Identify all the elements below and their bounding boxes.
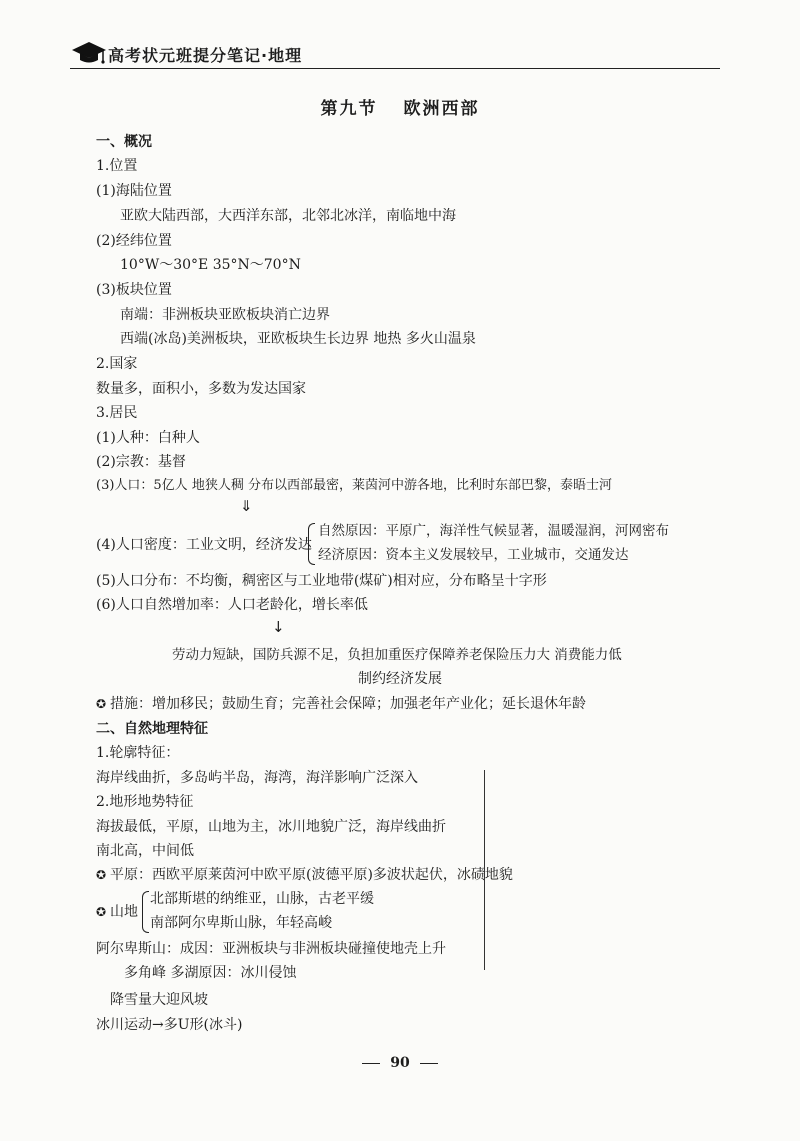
star-icon: ✪ — [96, 697, 107, 711]
text-line: 阿尔卑斯山：成因：亚洲板块与非洲板块碰撞使地壳上升 — [96, 941, 446, 957]
page-number — [0, 1055, 800, 1071]
page-number-value: 90 — [390, 1055, 410, 1071]
text-line: 措施：增加移民；鼓励生育；完善社会保障；加强老年产业化；延长退休年龄 — [110, 696, 586, 712]
text-line: 亚欧大陆西部，大西洋东部，北邻北冰洋，南临地中海 — [120, 208, 456, 224]
text-line: 降雪量大迎风坡 — [110, 992, 208, 1008]
text-line: (5)人口分布：不均衡，稠密区与工业地带(煤矿)相对应，分布略呈十字形 — [96, 573, 547, 589]
text-line: 北部斯堪的纳维亚，山脉，古老平缓 — [150, 891, 374, 907]
text-line: 2.地形地势特征 — [96, 794, 194, 810]
text-line: 山地 — [110, 904, 138, 920]
header-rule — [70, 68, 720, 69]
text-line: 南部阿尔卑斯山脉，年轻高峻 — [150, 915, 332, 931]
text-line: (2)宗教：基督 — [96, 454, 186, 470]
text-line: 南北高，中间低 — [96, 843, 194, 859]
text-line: 海拔最低，平原，山地为主，冰川地貌广泛，海岸线曲折 — [96, 819, 446, 835]
text-line: 1.位置 — [96, 158, 138, 174]
page-header — [70, 36, 720, 70]
heading-overview: 一、概况 — [96, 134, 152, 150]
graduation-cap-icon — [70, 36, 108, 66]
text-line: 制约经济发展 — [358, 671, 442, 687]
text-line: 数量多，面积小，多数为发达国家 — [96, 381, 306, 397]
heading-natural: 二、自然地理特征 — [96, 721, 208, 737]
text-line: 多角峰 多湖原因：冰川侵蚀 — [124, 965, 297, 981]
text-line: (3)板块位置 — [96, 282, 172, 298]
text-line: 2.国家 — [96, 356, 138, 372]
text-line: (6)人口自然增加率：人口老龄化，增长率低 — [96, 597, 368, 613]
text-line: (1)人种：白种人 — [96, 430, 200, 446]
section-title: 第九节 欧洲西部 — [320, 99, 480, 119]
star-icon: ✪ — [96, 868, 107, 882]
text-line: 西端(冰岛)美洲板块，亚欧板块生长边界 地热 多火山温泉 — [120, 331, 476, 347]
text-line: 10°W～30°E 35°N～70°N — [120, 257, 301, 273]
text-line: 劳动力短缺，国防兵源不足，负担加重医疗保障养老保险压力大 消费能力低 — [172, 647, 622, 663]
text-line: 经济原因：资本主义发展较早，工业城市，交通发达 — [318, 547, 629, 563]
text-line: (4)人口密度：工业文明，经济发达 — [96, 537, 312, 553]
text-line: 1.轮廓特征： — [96, 745, 180, 761]
text-line: 平原：西欧平原莱茵河中欧平原(波德平原)多波状起伏，冰碛地貌 — [110, 867, 513, 883]
down-arrow-icon: ↓ — [272, 618, 285, 636]
text-line: 3.居民 — [96, 405, 138, 421]
brace — [142, 891, 149, 933]
text-line: 海岸线曲折，多岛屿半岛，海湾，海洋影响广泛深入 — [96, 770, 418, 786]
text-line: (1)海陆位置 — [96, 183, 172, 199]
margin-rule — [484, 770, 485, 970]
brace — [308, 523, 315, 565]
text-line: (2)经纬位置 — [96, 233, 172, 249]
down-arrow-icon: ⇓ — [240, 497, 253, 515]
header-title: 高考状元班提分笔记·地理 — [108, 46, 303, 65]
text-line: 冰川运动→多U形(冰斗) — [96, 1017, 243, 1033]
text-line: 南端：非洲板块亚欧板块消亡边界 — [120, 307, 330, 323]
star-icon: ✪ — [96, 905, 107, 919]
text-line: 自然原因：平原广，海洋性气候显著，温暖湿润，河网密布 — [318, 523, 669, 539]
text-line: (3)人口：5亿人 地狭人稠 分布以西部最密，莱茵河中游各地，比利时东部巴黎，泰晤士河 — [96, 478, 612, 493]
